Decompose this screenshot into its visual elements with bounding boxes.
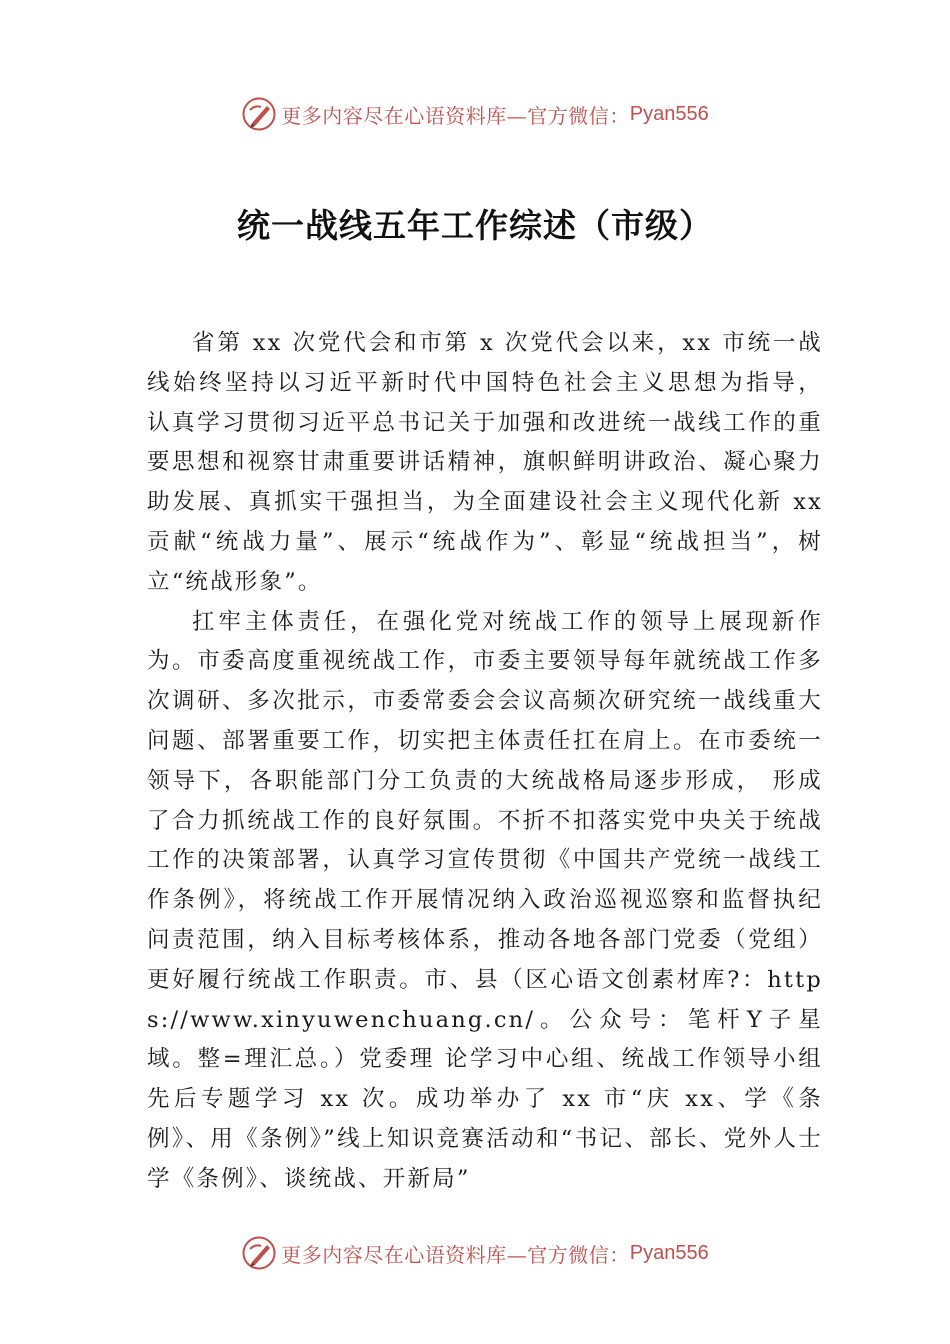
paragraph: 扛牢主体责任，在强化党对统战工作的领导上展现新作为。市委高度重视统战工作，市委主要领导每年就统战工作多次调研、多次批示，市委常委会会议高频次研究统一战线重大问题、部署重要工作，切实把主体责任扛在肩上。在市委统一领导下，各职能部门分工负责的大统战格局逐步形成， 形成了合力抓统战工作的良好氛围。不折不扣落实党中央关于统战工作的决策部署，认真学习宣传贯彻《中国共产党统一战线工作条例》，将统战工作开展情况纳入政治巡视巡察和监督执纪问责范围，纳入目标考核体系，推动各地各部门党委（党组）更好履行统战工作职责。市、县（区心语文创素材库?：https://www.xinyuwenchuang.cn/。公众号：笔杆Y子星域。整=理汇总。）党委理 论学习中心组、统战工作领导小组先后专题学习 xx 次。成功举办了 xx 市“庆 xx、学《条例》、用《条例》”线上知识竞赛活动和“书记、部长、党外人士学《条例》、谈统战、开新局” xyxy=(147,608,823,1192)
pen-circle-logo-icon xyxy=(241,1235,277,1271)
footer-watermark xyxy=(0,1233,950,1273)
paragraph: 省第 xx 次党代会和市第 x 次党代会以来，xx 市统一战线始终坚持以习近平新时代中国特色社会主义思想为指导， 认真学习贯彻习近平总书记关于加强和改进统一战线工作的重要思想和视察甘肃重要讲话精神，旗帜鲜明讲政治、凝心聚力助发展、真抓实干强担当，为全面建设社会主义现代化新 xx 贡献“统战力量”、展示“统战作为”、彰显“统战担当”，树立“统战形象”。 xyxy=(147,330,823,595)
header-watermark xyxy=(0,94,950,134)
pen-circle-logo-icon xyxy=(241,96,277,132)
watermark-text: 更多内容尽在心语资料库—官方微信： xyxy=(281,103,630,128)
document-title: 统一战线五年工作综述（市级） xyxy=(237,206,713,245)
document-body xyxy=(147,324,823,1200)
watermark-wechat-id: Pyan556 xyxy=(629,102,709,125)
watermark-text: 更多内容尽在心语资料库—官方微信： xyxy=(281,1242,630,1267)
watermark-wechat-id: Pyan556 xyxy=(629,1241,709,1264)
